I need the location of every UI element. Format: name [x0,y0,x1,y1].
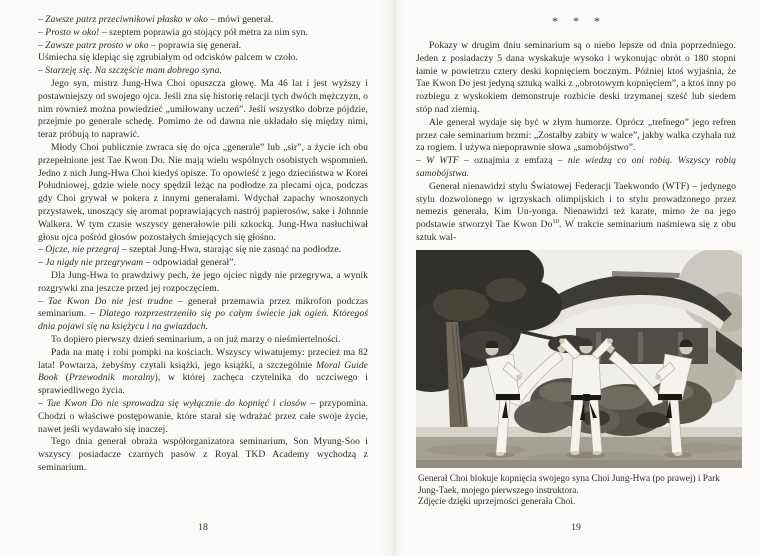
text-run: Uśmiecha się klepiąc się zgrubiałym od odcisków palcem w czoło. [38,52,298,64]
paragraph [38,334,368,347]
paragraph [38,347,368,398]
taekwondo-photo-illustration [416,250,742,468]
text-run: – Tae Kwon Do nie jest trudne [38,295,173,307]
text-run: – Zawsze patrz przeciwnikowi płasko w oko [38,14,208,25]
paragraph [38,398,368,436]
text-run: – oznajmia z emfazą – [458,155,568,167]
text-run: ( [57,372,69,384]
text-run: – Tae Kwon Do nie sprowadza się wyłącznie do kopnięć i ciosów [38,397,307,409]
paragraph [38,142,368,244]
text-run: – szeptał Jung-Hwa, starając się nie zasnąć na podłodze. [119,244,342,256]
photo-caption-line: Zdjęcie dzięki uprzejmości generała Choi. [418,497,576,508]
page-number-right: 19 [571,522,581,533]
section-separator-ornament: * * * [552,14,606,28]
text-run: . W trakcie seminarium naśmiewa się z obu sztuk wal- [416,219,736,243]
right-page [416,14,742,544]
paragraph [416,181,736,245]
left-page-body-text [38,14,368,475]
text-run: – generał przemawia przez mikrofon podczas seminarium. – [38,295,368,320]
paragraph [416,117,736,155]
text-run: – Prosto w oko! [38,26,100,38]
paragraph [38,40,368,53]
text-run: – poprawia się generał. [148,39,242,51]
page-gutter-shade [378,0,408,556]
paragraph [416,155,736,181]
paragraph [38,270,368,296]
text-run: – W WTF [416,155,459,167]
photo-caption-line: Generał Choi blokuje kopnięcia swojego syna Choi Jung-Hwa (po prawej) i Park Jung-Taek, mojego pierwszego instruktora. [418,474,720,496]
paragraph [38,296,368,334]
text-run: – przypomina. Chodzi o właściwe postępowanie, które starał się wdrażać przez całe swoje życie, nawet jeśli wydawało się inaczej. [38,397,368,435]
right-page-body-text [416,40,736,245]
text-run: – odpowiadał generał”. [143,257,236,269]
text-run: Dla Jung-Hwa to prawdziwy pech, że jego ojciec nigdy nie przegrywa, a wynik rozgrywki zna jeszcze przed jej rozpoczęciem. [38,269,368,294]
paragraph [38,52,368,65]
text-run: Jego syn, mistrz Jung-Hwa Choi opuszcza głowę. Ma 46 lat i jest wyższy i postawniejszy od swojego ojca. Jeśli zna się historię relacji tych dwóch mężczyzn, o nim również można powiedzieć „umiłowany uczeń”. Jeśli wszystko dobrze pójdzie, przejmie po generale schedę. Pomimo że od dawna nie układało się między nimi, teraz próbują to naprawić. [38,77,368,141]
page-gutter-line [394,0,395,556]
text-run: To dopiero pierwszy dzień seminarium, a on już marzy o nieśmiertelności. [51,333,341,345]
text-run: Generał nienawidzi stylu Światowej Federacji Taekwondo (WTF) – jedynego stylu dozwolonego w igrzyskach olimpijskich i to stylu prowadzonego przez nemezis generała, Kim Un-yonga. Nienawidzi też karate, mimo że na jego podstawie stworzył Tae Kwon Do [416,180,736,231]
paragraph [38,27,368,40]
text-run: – Ja nigdy nie przegrywam [38,257,144,269]
photo-caption [418,474,740,509]
left-page [38,14,368,475]
paragraph [416,40,736,117]
paragraph [38,78,368,142]
paragraph [38,257,368,270]
paragraph [38,65,368,78]
text-run: – Zawsze patrz prosto w oko [38,39,149,51]
text-run: Przewodnik moralny [68,372,155,384]
paragraph [38,436,368,474]
text-run: Młody Choi publicznie zwraca się do ojca „generale” lub „sir”, a życie ich obu przepełnione jest Tae Kwon Do. Nie mają wielu wspólnych osobistych wspomnień. Jedno z nich Jung-Hwa Choi kiedyś opisze. To opowieść z jego dzieciństwa w Korei Południowej, gdzie wiele nocy spędził leżąc na podłodze za plecami ojca, podczas gdy Choi grywał w pokera z innymi generałami. Wdychał zapachy wnoszonych przystawek, unoszący się aromat poprawiających nastrój papierosów, sake i Johnnie Walkera. W tym czasie wszyscy generałowie pili szkocką. Jung-Hwa nasłuchiwał głosu ojca pośród głosów pozostałych śmiejących się głośno. [38,141,368,243]
page-number-left: 18 [198,522,208,533]
text-run: Moral Guide Book [38,359,368,384]
text-run: Tego dnia generał obraża współorganizatora seminarium, Son Myung-Soo i wszyscy posiadacze czarnych pasów z Royal TKD Academy wychodzą z seminarium. [38,436,368,473]
text-run: ), w której zachęca czytelnika do uczciwego i sprawiedliwego życia. [38,372,368,397]
text-run: Pada na matę i robi pompki na kościach. Wszyscy wiwatujemy: przecież ma 82 lata! Powtarza, żebyśmy czytali książki, jego książki, a szczególnie [38,346,368,371]
text-run: nie wiedzą co oni robią. Wszyscy robią samobójstwa. [416,155,736,179]
text-run: Ale generał wydaje się być w złym humorze. Oprócz „trefnego” jego refren przez całe seminarium brzmi: „Zostałby zabity w walce”, jakby walka czyhała tuż za rogiem. I używa niepoprawnie słowa „samobójstwo”. [416,116,736,154]
text-run: – Starzeję się. Na szczęście mam dobrego syna. [38,65,222,77]
paragraph [38,244,368,257]
text-run: Dlatego rozprzestrzeniło się po całym świecie jak ogień. Któregoś dnia pojawi się na księżycu i na gwiazdach. [38,308,368,333]
text-run: – mówi generał. [207,14,274,25]
footnote-reference: 10 [552,217,559,225]
text-run: – Ojcze, nie przegraj [38,244,120,256]
text-run: Pokazy w drugim dniu seminarium są o niebo lepsze od dnia poprzedniego. Jeden z posiadaczy 5 dana wyskakuje wysoko i wykonując obrót o 180 stopni łamie w powietrzu cztery deski kopnięciem bocznym. Później ktoś wyjaśnia, że Tae Kwon Do jest jedyną sztuką walki z „obrotowym kopnięciem”, a ktoś inny po rozbiegu z wyskokiem demonstruje rozbicie deski trzymanej sześć lub siedem stóp nad ziemią. [416,40,736,115]
paragraph [38,14,368,27]
text-run: – szeptem poprawia go stojący pół metra za nim syn. [99,26,308,38]
taekwondo-photo [416,250,742,468]
